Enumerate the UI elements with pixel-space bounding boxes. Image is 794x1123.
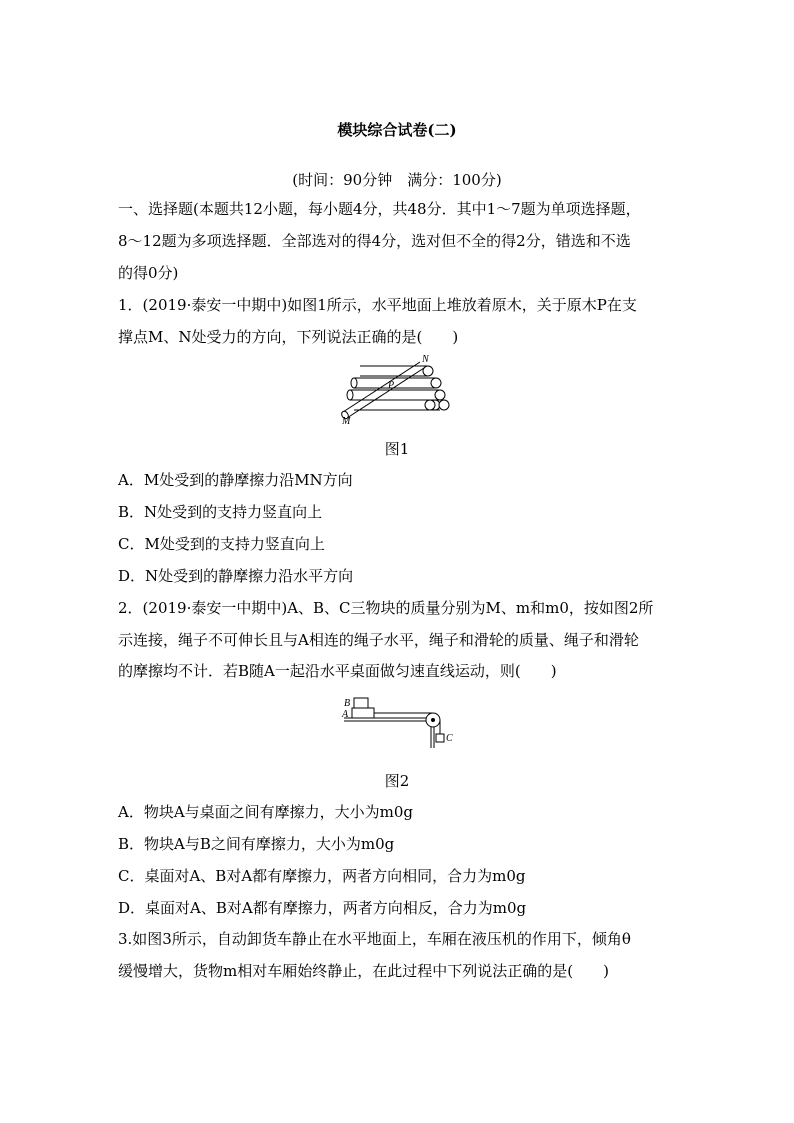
question-2-option-b: B．物块A与B之间有摩擦力，大小为m0g [118, 835, 395, 853]
figure-2-pulley-diagram [340, 688, 460, 756]
question-1-option-a: A．M处受到的静摩擦力沿MN方向 [118, 471, 353, 489]
question-2-line-1: 2．(2019·泰安一中期中)A、B、C三物块的质量分别为M、m和m0，按如图2所 [118, 599, 654, 617]
page-title: 模块综合试卷(二) [337, 121, 457, 139]
question-2-option-c: C．桌面对A、B对A都有摩擦力，两者方向相同，合力为m0g [118, 867, 526, 885]
figure-2-label-a: A [342, 709, 349, 720]
section-instructions-line-3: 的得0分) [118, 264, 179, 282]
question-1-option-b: B．N处受到的支持力竖直向上 [118, 503, 323, 521]
section-instructions-line-2: 8～12题为多项选择题．全部选对的得4分，选对但不全的得2分，错选和不选 [118, 232, 631, 250]
question-1-option-d: D．N处受到的静摩擦力沿水平方向 [118, 567, 354, 585]
figure-1-label-p: P [388, 380, 395, 391]
question-1-line-2: 撑点M、N处受力的方向，下列说法正确的是( ) [118, 328, 459, 346]
section-instructions-line-1: 一、选择题(本题共12小题，每小题4分，共48分．其中1～7题为单项选择题， [118, 200, 641, 218]
figure-2-label-c: C [446, 733, 453, 744]
question-3-line-1: 3.如图3所示，自动卸货车静止在水平地面上，车厢在液压机的作用下，倾角θ [118, 930, 631, 948]
figure-2-caption: 图2 [384, 772, 410, 790]
figure-2-label-b: B [344, 698, 351, 709]
figure-1-logs-diagram [340, 352, 460, 427]
figure-1-label-m: M [342, 416, 351, 427]
question-1-line-1: 1．(2019·泰安一中期中)如图1所示，水平地面上堆放着原木，关于原木P在支 [118, 296, 637, 314]
question-2-line-3: 的摩擦均不计．若B随A一起沿水平桌面做匀速直线运动，则( ) [118, 662, 557, 680]
question-2-option-a: A．物块A与桌面之间有摩擦力，大小为m0g [118, 803, 414, 821]
question-3-line-2: 缓慢增大，货物m相对车厢始终静止，在此过程中下列说法正确的是( ) [118, 962, 609, 980]
exam-time-info: (时间：90分钟 满分：100分) [292, 171, 502, 189]
figure-1-caption: 图1 [384, 440, 410, 458]
figure-1-label-n: N [422, 354, 429, 365]
question-2-line-2: 示连接，绳子不可伸长且与A相连的绳子水平，绳子和滑轮的质量、绳子和滑轮 [118, 631, 639, 649]
question-2-option-d: D．桌面对A、B对A都有摩擦力，两者方向相反，合力为m0g [118, 899, 527, 917]
question-1-option-c: C．M处受到的支持力竖直向上 [118, 535, 325, 553]
